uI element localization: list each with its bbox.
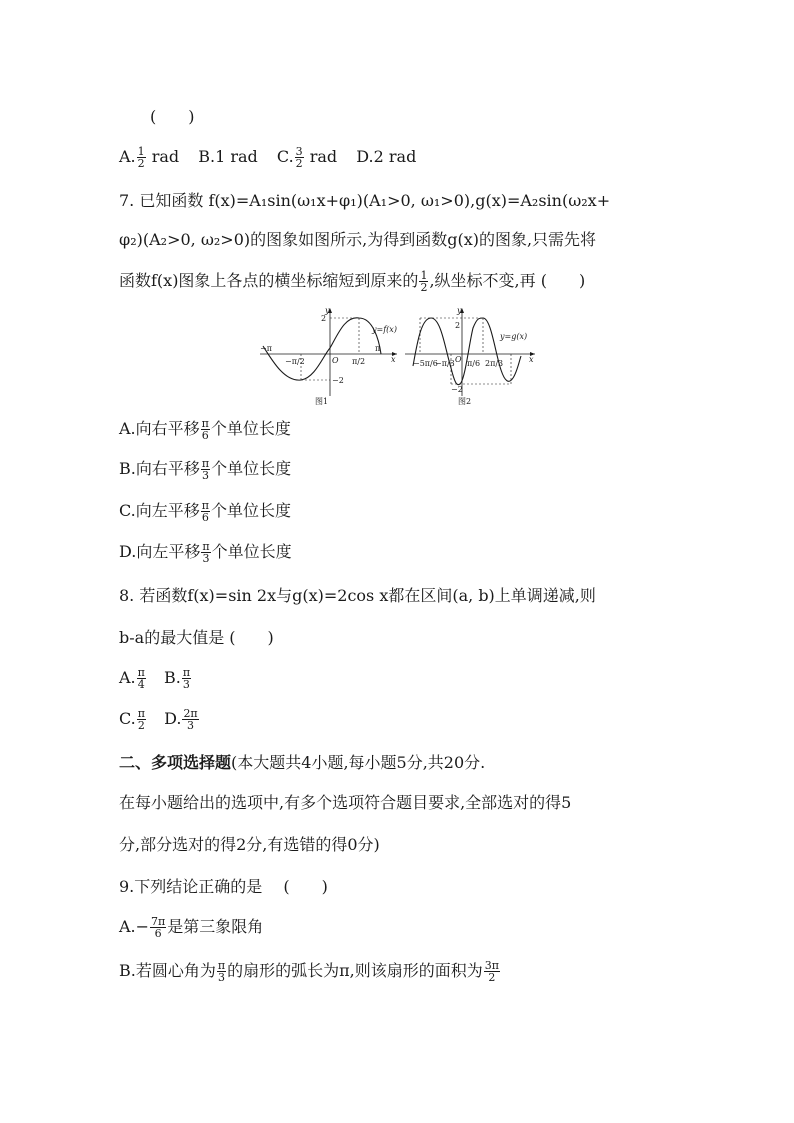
q8-option-c: C. $\frac{\pi}{2}$: [119, 707, 145, 732]
figure-2: [405, 306, 535, 406]
q6-option-c: C. $\frac{3}{2}$ rad: [276, 145, 338, 170]
q8-option-d: D. $\frac{2\pi}{3}$: [164, 707, 198, 732]
q6-answer-paren: ( ): [150, 107, 195, 126]
q8-stem-line1: 8. 若函数f(x)=sin 2x与g(x)=2cos x都在区间(a, b)上单调递减,则: [119, 586, 596, 605]
fig2-origin: O: [455, 355, 462, 364]
section2-instructions-line2: 在每小题给出的选项中,有多个选项符合题目要求,全部选对的得5: [119, 793, 572, 812]
q8-option-a: A. $\frac{\pi}{4}$: [119, 666, 145, 691]
fig1-origin: O: [332, 356, 339, 365]
g-curve: [413, 318, 521, 385]
q6-option-a: A. $\frac{1}{2}$ rad: [119, 145, 180, 170]
q8-stem-line2: b-a的最大值是 ( ): [119, 628, 274, 647]
fig1-x-axis-label: x: [391, 355, 396, 364]
fig2-caption: 图2: [458, 397, 472, 406]
fig2-curve-label: y=g(x): [500, 332, 528, 341]
section2-heading-line: 二、多项选择题(本大题共4小题,每小题5分,共20分.: [119, 753, 486, 772]
q8-option-b: B. $\frac{\pi}{3}$: [163, 666, 191, 691]
fig1-y-bot: −2: [332, 376, 344, 385]
fig1-y-axis-label: y: [325, 306, 330, 315]
fig1-tick-neg-pi: −π: [260, 344, 272, 353]
fig1-curve-label: y=f(x): [372, 325, 397, 334]
q9-stem: 9.下列结论正确的是 ( ): [119, 877, 328, 896]
figure-1: [260, 306, 397, 406]
fig2-y-axis-label: y: [457, 306, 462, 315]
q7-stem-line1: 7. 已知函数 f(x)=A₁sin(ω₁x+φ₁)(A₁>0, ω₁>0),g(x)=A₂sin(ω₂x+: [119, 191, 611, 210]
fig2-x-axis-label: x: [529, 355, 534, 364]
q7-stem-line3: 函数f(x)图象上各点的横坐标缩短到原来的 $\frac{1}{2}$ ,纵坐标不变,再 ( ): [119, 269, 586, 294]
q7-option-c: C.向左平移 $\frac{\pi}{6}$ 个单位长度: [119, 499, 292, 524]
section2-instructions-line3: 分,部分选对的得2分,有选错的得0分): [119, 835, 380, 854]
fig2-y-top: 2: [455, 321, 461, 330]
fig1-caption: 图1: [315, 397, 329, 406]
q8-options-row2: [119, 708, 200, 731]
q7-option-b: B.向右平移 $\frac{\pi}{3}$ 个单位长度: [119, 457, 292, 482]
section2-heading: 二、多项选择题: [119, 753, 232, 772]
fig1-tick-half-pi: π/2: [352, 357, 366, 366]
fig2-tick-neg-pi-3: −π/3: [435, 359, 455, 368]
fig1-y-top: 2: [321, 314, 327, 323]
fig2-tick-pi-6: π/6: [467, 359, 481, 368]
q7-option-a: A.向右平移 $\frac{\pi}{6}$ 个单位长度: [119, 417, 291, 442]
fig1-tick-neg-half-pi: −π/2: [285, 357, 305, 366]
q7-option-d: D.向左平移 $\frac{\pi}{3}$ 个单位长度: [119, 540, 292, 565]
q9-option-b: B.若圆心角为 $\frac{\pi}{3}$ 的扇形的弧长为π,则该扇形的面积为 $\frac{3\pi}{2}$: [119, 959, 499, 984]
q6-option-b: B.1 rad: [198, 147, 258, 166]
fig2-tick-neg-5pi-6: −5π/6: [413, 359, 438, 368]
fig2-tick-2pi-3: 2π/3: [485, 359, 504, 368]
q7-figures: [255, 304, 540, 408]
q7-stem-line2: φ₂)(A₂>0, ω₂>0)的图象如图所示,为得到函数g(x)的图象,只需先将: [119, 230, 597, 249]
q8-options-row1: [119, 667, 192, 690]
q9-option-a: A.− $\frac{7\pi}{6}$ 是第三象限角: [119, 915, 264, 940]
q6-option-d: D.2 rad: [356, 147, 417, 166]
fig1-tick-pi: π: [375, 344, 381, 353]
fig2-y-bot: −2: [451, 385, 463, 394]
f-curve: [263, 318, 381, 380]
q6-options: [119, 146, 416, 169]
